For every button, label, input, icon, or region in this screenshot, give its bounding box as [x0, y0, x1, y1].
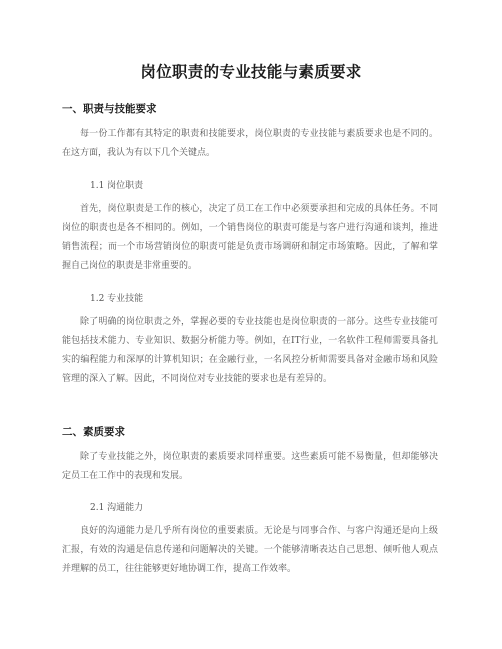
page-title: 岗位职责的专业技能与素质要求	[140, 63, 362, 81]
section2-intro-paragraph: 除了专业技能之外，岗位职责的素质要求同样重要。这些素质可能不易衡量，但却能够决定员工在工作中的表现和发展。	[62, 452, 438, 481]
section1-intro-paragraph: 每一份工作都有其特定的职责和技能要求，岗位职责的专业技能与素质要求也是不同的。在这方面，我认为有以下几个关键点。	[62, 129, 438, 158]
section1-1-heading: 1.1 岗位职责	[90, 181, 144, 191]
section1-heading: 一、职责与技能要求	[62, 103, 157, 115]
section2-1-heading: 2.1 沟通能力	[90, 503, 144, 513]
section2-1-paragraph: 良好的沟通能力是几乎所有岗位的重要素质。无论是与同事合作、与客户沟通还是向上级汇报，有效的沟通是信息传递和问题解决的关键。一个能够清晰表达自己思想、倾听他人观点并理解的员工，往往能够更好地协调工作，提高工作效率。	[62, 526, 438, 574]
section1-2-paragraph: 除了明确的岗位职责之外，掌握必要的专业技能也是岗位职责的一部分。这些专业技能可能包括技术能力、专业知识、数据分析能力等。例如，在IT行业，一名软件工程师需要具备扎实的编程能力和深厚的计算机知识；在金融行业，一名风控分析师需要具备对金融市场和风险管理的深入了解。因此，不同岗位对专业技能的要求也是有差异的。	[62, 317, 438, 384]
section2-heading: 二、素质要求	[62, 426, 125, 438]
section1-1-paragraph: 首先，岗位职责是工作的核心，决定了员工在工作中必须要承担和完成的具体任务。不同岗位的职责也是各不相同的。例如，一个销售岗位的职责可能是与客户进行沟通和谈判，推进销售流程；而一个市场营销岗位的职责可能是负责市场调研和制定市场策略。因此，了解和掌握自己岗位的职责是非常重要的。	[62, 204, 438, 271]
section1-2-heading: 1.2 专业技能	[90, 294, 144, 304]
